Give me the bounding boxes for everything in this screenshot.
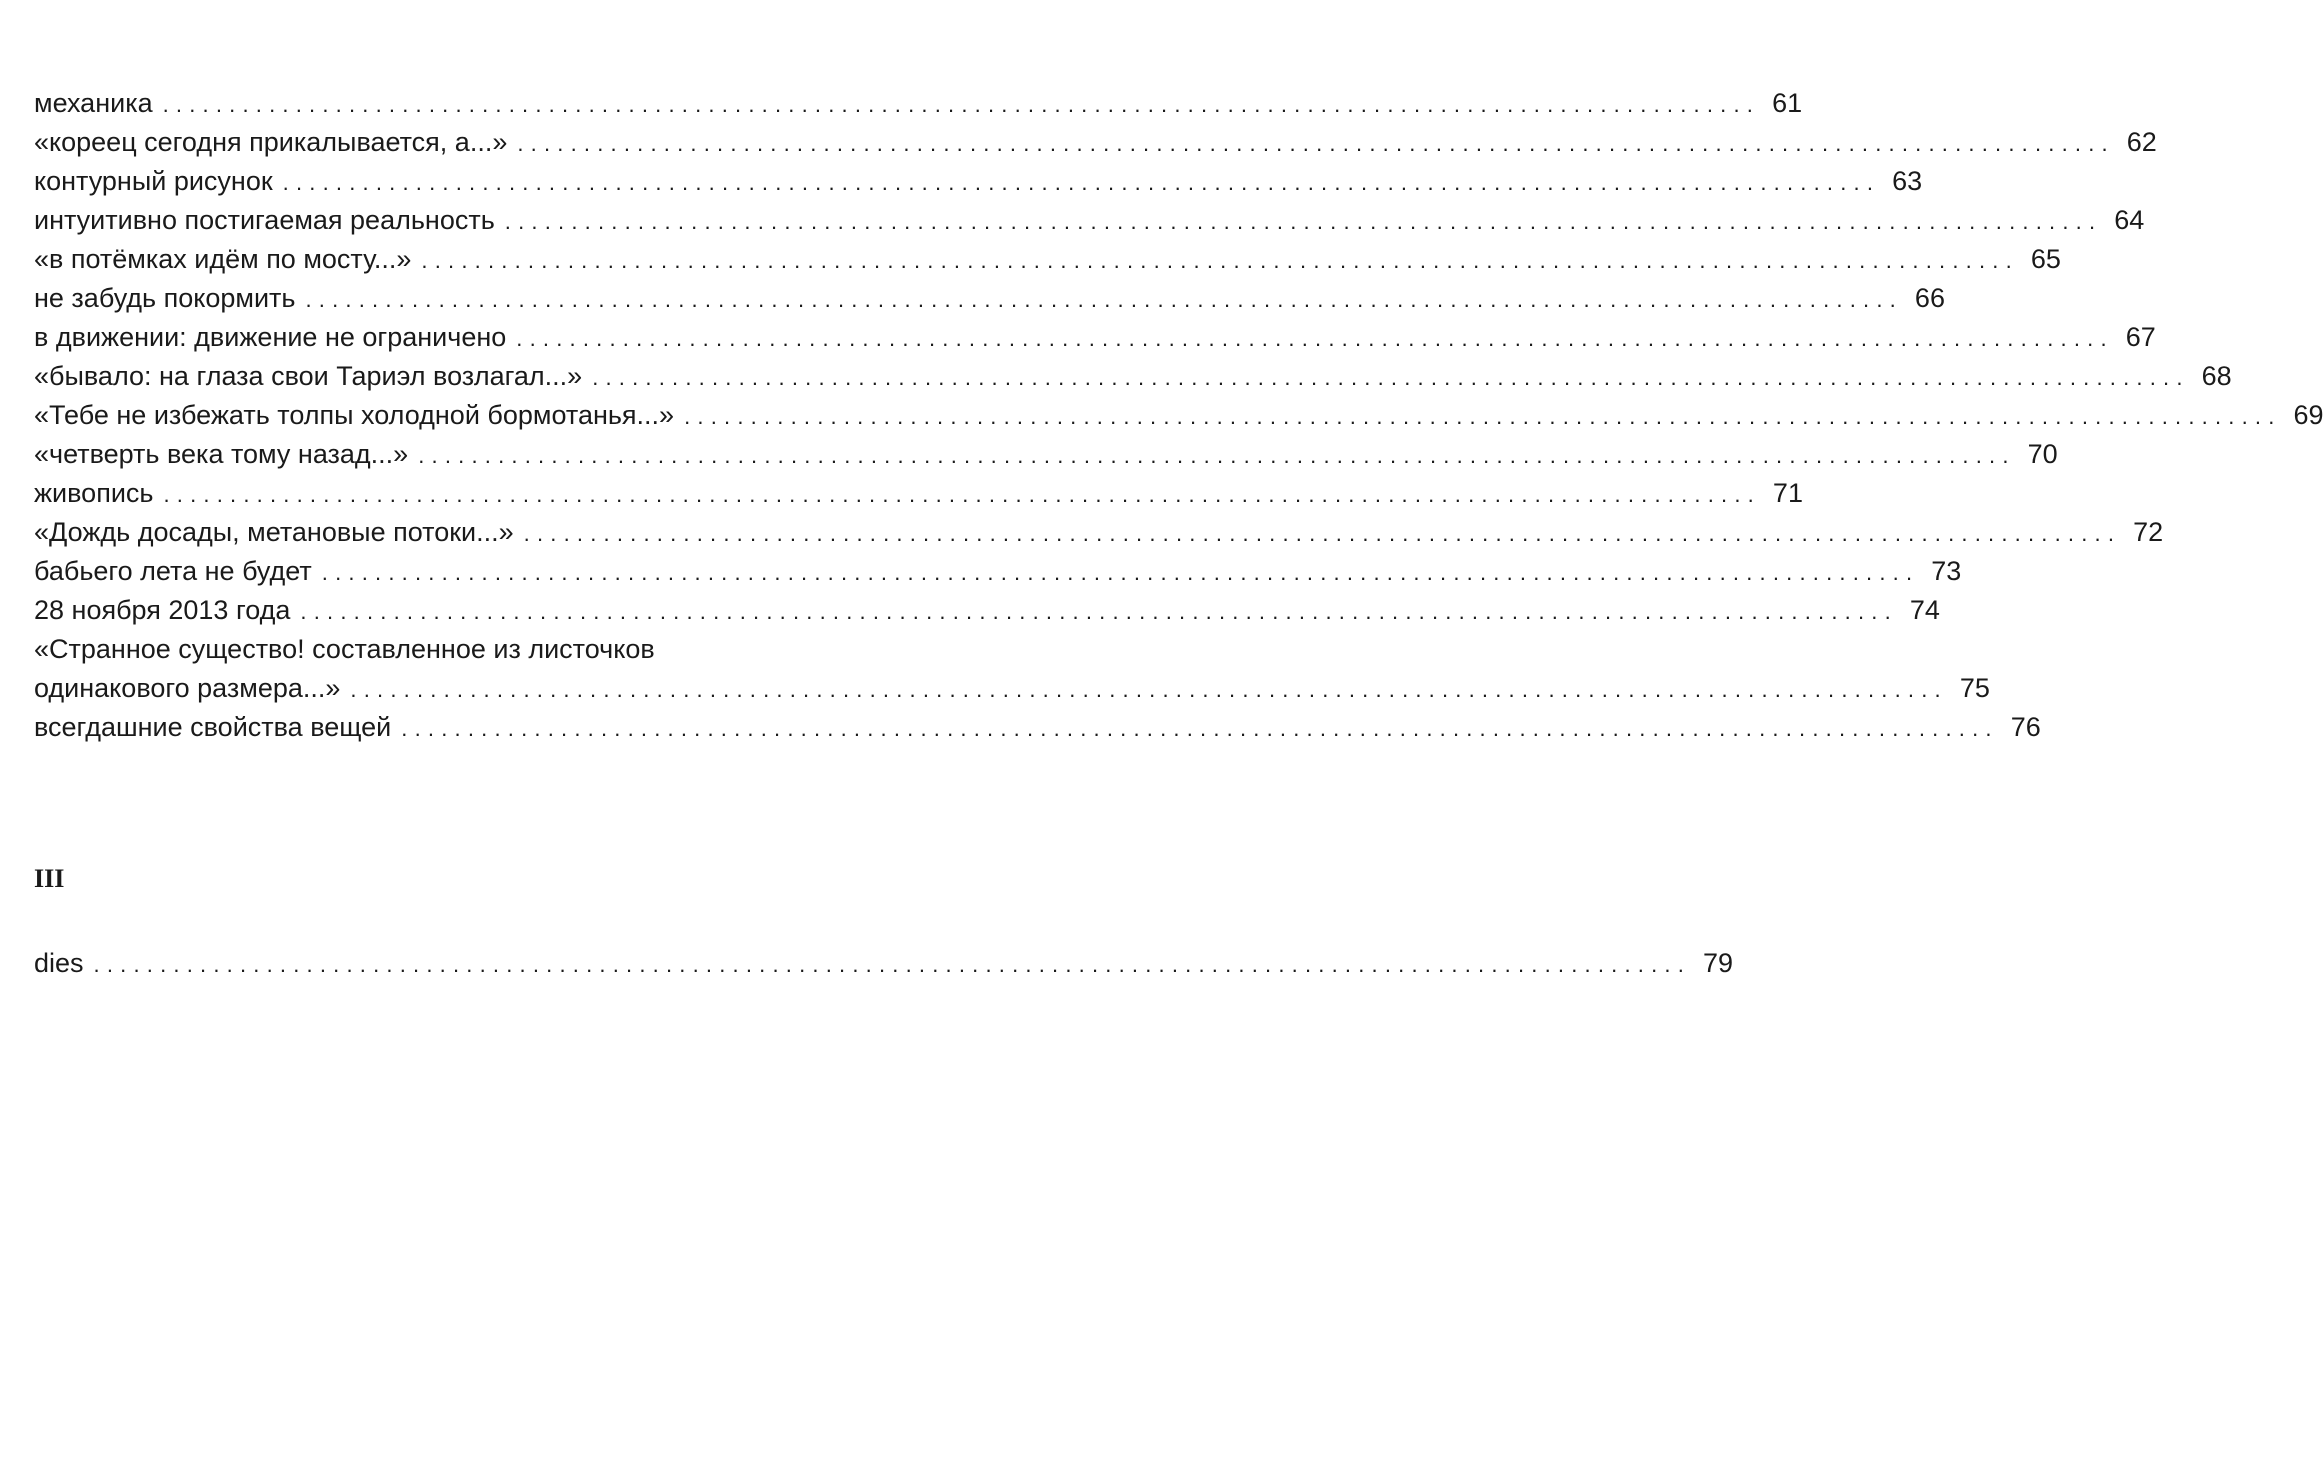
toc-entry-title-line2: одинакового размера...» [34, 673, 341, 703]
dot-leader: ........................................................................................................................ [517, 131, 2115, 156]
toc-entry-page: 67 [2125, 322, 2156, 352]
toc-entry [34, 123, 2157, 162]
dot-leader: ........................................................................................................................ [684, 404, 2282, 429]
table-of-contents-page [34, 84, 2324, 978]
dot-leader: ........................................................................................................................ [350, 677, 1948, 702]
toc-entry-title: «кореец сегодня прикалывается, а...» [34, 127, 508, 157]
toc-entry-page: 76 [2010, 712, 2041, 742]
section-heading: III [34, 864, 65, 893]
dot-leader: ........................................................................................................................ [305, 287, 1903, 312]
toc-entry-page: 65 [2030, 244, 2061, 274]
toc-entry-title: в движении: движение не ограничено [34, 322, 507, 352]
toc-entry [34, 708, 2041, 747]
toc-entry [34, 591, 1940, 630]
toc-entry [34, 357, 2232, 396]
dot-leader: ........................................................................................................................ [504, 209, 2103, 234]
toc-entry-title: «бывало: на глаза свои Тариэл возлагал...» [34, 361, 583, 391]
toc-entry-title: бабьего лета не будет [34, 556, 312, 586]
dot-leader: ........................................................................................................................ [163, 482, 1761, 507]
dot-leader: ........................................................................................................................ [421, 248, 2019, 273]
dot-leader: ........................................................................................................................ [93, 952, 1692, 977]
toc-entry-title: контурный рисунок [34, 166, 273, 196]
toc-entry-page: 62 [2126, 127, 2157, 157]
toc-entry [34, 552, 1962, 591]
toc-entry [34, 162, 1923, 201]
toc-entry-title: «четверть века тому назад...» [34, 439, 409, 469]
toc-entry [34, 84, 1803, 123]
toc-entry-title: механика [34, 88, 153, 118]
dot-leader: ........................................................................................................................ [300, 599, 1898, 624]
dot-leader: ........................................................................................................................ [516, 326, 2114, 351]
toc-entry-page: 74 [1909, 595, 1940, 625]
toc-entry-title: «Тебе не избежать толпы холодной бормотанья...» [34, 400, 675, 430]
toc-entry-page: 79 [1702, 948, 1734, 978]
dot-leader: ........................................................................................................................ [321, 560, 1920, 585]
toc-entry [34, 201, 2145, 240]
toc-entry-page: 64 [2114, 205, 2145, 235]
toc-entry-page: 68 [2201, 361, 2232, 391]
toc-entry-title: не забудь покормить [34, 283, 296, 313]
dot-leader: ........................................................................................................................ [418, 443, 2016, 468]
toc-entry-title-line1: «Странное существо! составленное из листочков [34, 634, 655, 664]
toc-entry [34, 513, 2164, 552]
toc-entry-page: 66 [1914, 283, 1945, 313]
dot-leader: ........................................................................................................................ [162, 92, 1761, 117]
toc-entry-title: живопись [34, 478, 154, 508]
toc-entry-second-line [34, 669, 1990, 708]
toc-entry-page: 75 [1959, 673, 1990, 703]
toc-entry [34, 944, 1734, 983]
toc-entry-page: 63 [1892, 166, 1923, 196]
toc-entry-page: 61 [1772, 88, 1803, 118]
toc-entry-title: «Дождь досады, метановые потоки...» [34, 517, 514, 547]
dot-leader: ........................................................................................................................ [282, 170, 1881, 195]
toc-entry-page: 73 [1931, 556, 1962, 586]
toc-entry [34, 240, 2061, 279]
toc-entry-page: 72 [2133, 517, 2164, 547]
dot-leader: ........................................................................................................................ [592, 365, 2190, 390]
toc-entry-title: 28 ноября 2013 года [34, 595, 291, 625]
toc-entry-page: 70 [2027, 439, 2058, 469]
toc-entry-page: 71 [1772, 478, 1803, 508]
toc-entry-page: 69 [2293, 400, 2324, 430]
toc-entry-title: «в потёмках идём по мосту...» [34, 244, 412, 274]
dot-leader: ........................................................................................................................ [401, 716, 1999, 741]
toc-entry-title: всегдашние свойства вещей [34, 712, 392, 742]
toc-list [34, 84, 2324, 747]
toc-entry [34, 396, 2324, 435]
toc-entry [34, 474, 1803, 513]
toc-entry-title: интуитивно постигаемая реальность [34, 205, 495, 235]
dot-leader: ........................................................................................................................ [523, 521, 2122, 546]
toc-entry [34, 279, 1945, 318]
toc-list-section-3 [34, 944, 1734, 983]
toc-entry-title: dies [34, 948, 84, 978]
toc-entry [34, 435, 2058, 474]
toc-entry [34, 630, 1990, 708]
toc-entry [34, 318, 2156, 357]
